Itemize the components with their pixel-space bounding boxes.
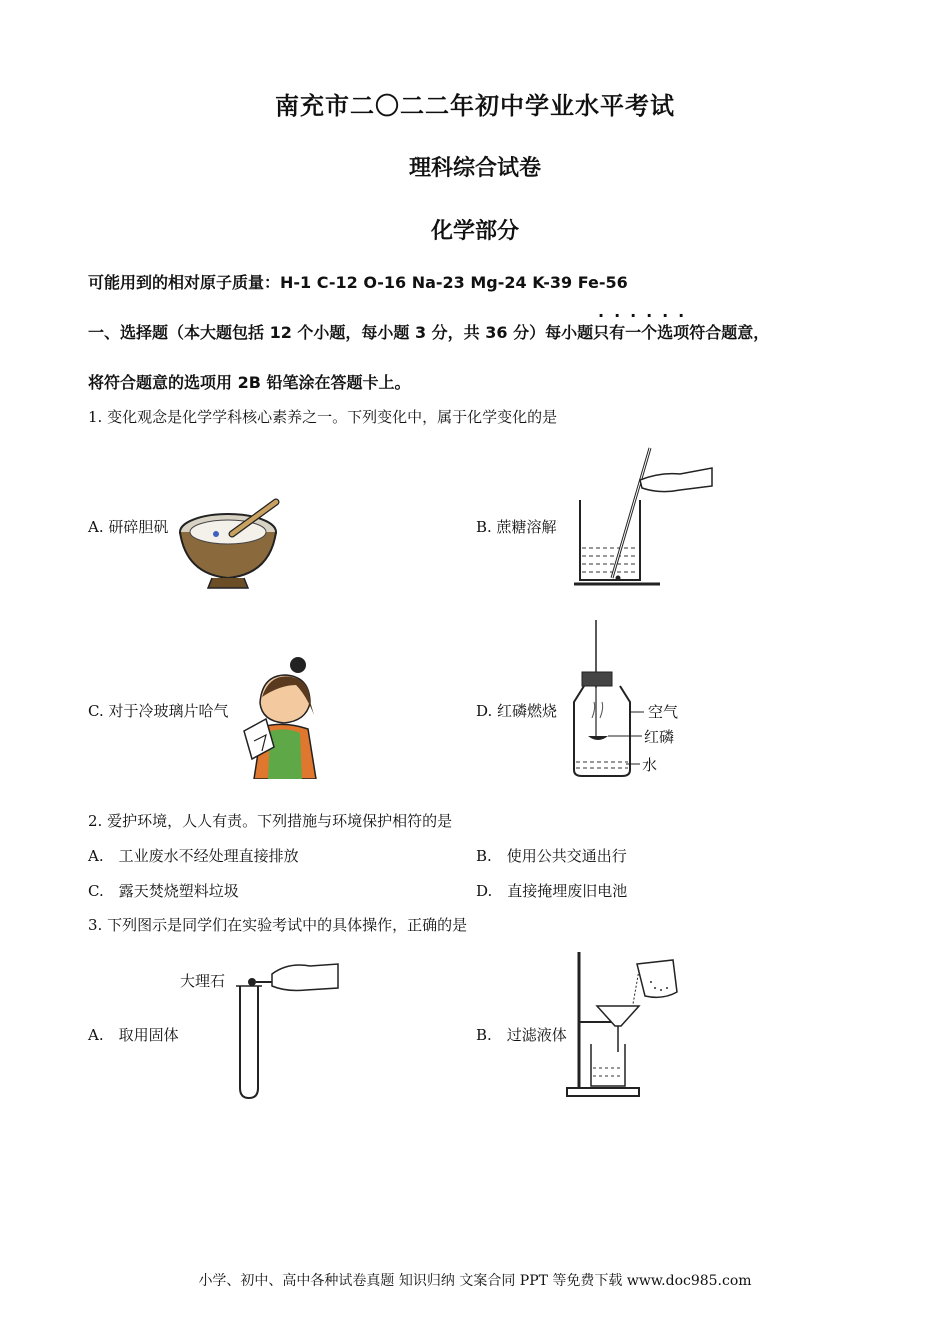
footer-promo: 小学、初中、高中各种试卷真题 知识归纳 文案合同 PPT 等免费下载 www.doc985.com	[198, 1273, 752, 1289]
q2-option-b: B. 使用公共交通出行	[476, 847, 627, 865]
q1-option-d: D. 红磷燃烧	[476, 702, 558, 720]
part1-heading	[88, 320, 769, 343]
red-phosphorus-combustion-apparatus-icon	[568, 618, 688, 780]
label-red-phosphorus: 红磷	[644, 728, 675, 746]
exam-subtitle: 理科综合试卷	[408, 156, 541, 181]
atomic-masses: 可能用到的相对原子质量：H-1 C-12 O-16 Na-23 Mg-24 K-39 Fe-56	[88, 273, 628, 292]
question-1-stem: 1. 变化观念是化学学科核心素养之一。下列变化中，属于化学变化的是	[88, 408, 558, 426]
section-title: 化学部分	[430, 219, 519, 244]
part1-heading-line2: 将符合题意的选项用 2B 铅笔涂在答题卡上。	[88, 373, 411, 392]
label-marble: 大理石	[180, 972, 226, 990]
q2-option-d: D. 直接掩埋废旧电池	[476, 882, 628, 900]
q2-option-c: C. 露天焚烧塑料垃圾	[88, 882, 239, 900]
q3-option-b: B. 过滤液体	[476, 1026, 567, 1044]
beaker-stirring-icon	[570, 444, 715, 590]
part1-heading-b: 符合题意，	[689, 323, 770, 342]
q1-option-b: B. 蔗糖溶解	[476, 518, 557, 536]
label-water: 水	[642, 756, 658, 774]
part1-heading-dotted: 只有一个选项	[593, 323, 690, 342]
q1-option-a: A. 研碎胆矾	[88, 518, 169, 536]
question-2-stem: 2. 爱护环境，人人有责。下列措施与环境保护相符的是	[88, 812, 453, 830]
exam-title: 南充市二〇二二年初中学业水平考试	[275, 92, 675, 120]
test-tube-marble-icon	[232, 960, 342, 1100]
question-3-stem: 3. 下列图示是同学们在实验考试中的具体操作，正确的是	[88, 916, 468, 934]
q1-option-c: C. 对于冷玻璃片哈气	[88, 702, 229, 720]
girl-breathing-on-glass-icon	[240, 655, 320, 779]
label-air: 空气	[648, 703, 679, 721]
part1-heading-a: 一、选择题（本大题包括 12 个小题，每小题 3 分，共 36 分）每小题	[88, 323, 594, 342]
mortar-pestle-icon	[176, 494, 286, 590]
q3-option-a: A. 取用固体	[88, 1026, 179, 1044]
q2-option-a: A. 工业废水不经处理直接排放	[88, 847, 299, 865]
filtration-apparatus-icon	[565, 948, 685, 1100]
